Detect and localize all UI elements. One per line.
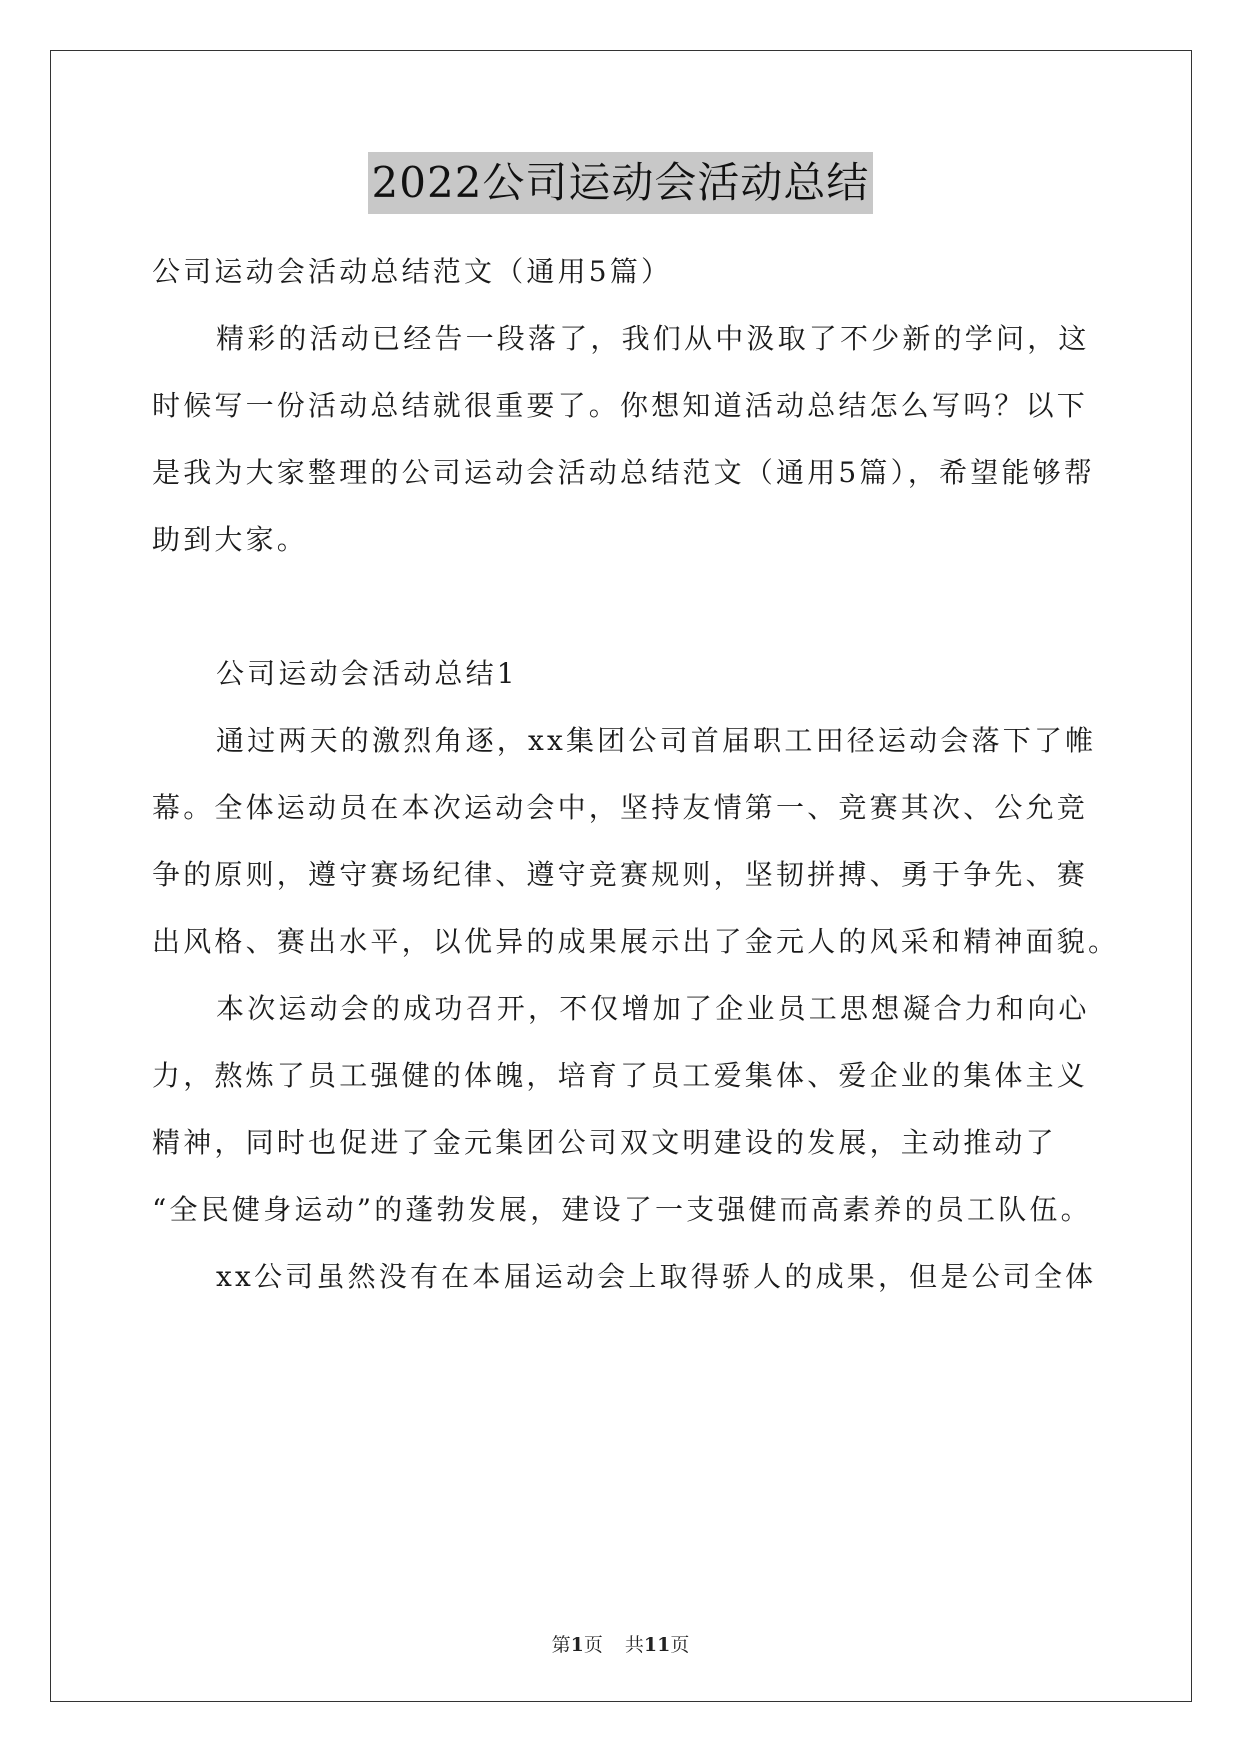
text-line: 通过两天的激烈角逐，xx集团公司首届职工田径运动会落下了帷 bbox=[216, 724, 1097, 757]
text-line: “全民健身运动”的蓬勃发展，建设了一支强健而高素养的员工队伍。 bbox=[152, 1193, 1092, 1226]
page-current: 1 bbox=[570, 1634, 584, 1656]
blank-line bbox=[152, 573, 1092, 640]
text-line: 精彩的活动已经告一段落了，我们从中汲取了不少新的学问，这 bbox=[216, 322, 1090, 355]
document-title: 2022公司运动会活动总结 bbox=[368, 152, 874, 214]
page-total: 11 bbox=[643, 1634, 671, 1656]
text-line: 幕。全体运动员在本次运动会中，坚持友情第一、竞赛其次、公允竞 bbox=[152, 791, 1089, 824]
text-line: 本次运动会的成功召开，不仅增加了企业员工思想凝合力和向心 bbox=[216, 992, 1090, 1025]
text-line: 时候写一份活动总结就很重要了。你想知道活动总结怎么写吗？以下 bbox=[152, 389, 1089, 422]
paragraph-3 bbox=[152, 1243, 1097, 1310]
text-line: xx公司虽然没有在本届运动会上取得骄人的成果，但是公司全体 bbox=[216, 1260, 1097, 1293]
paragraph-1 bbox=[152, 707, 1120, 975]
text-line: 力，熬炼了员工强健的体魄，培育了员工爱集体、爱企业的集体主义 bbox=[152, 1059, 1089, 1092]
section-heading: 公司运动会活动总结1 bbox=[216, 657, 518, 690]
page-footer bbox=[0, 1630, 1241, 1657]
page-suffix: 页 bbox=[583, 1634, 603, 1656]
text-line: 助到大家。 bbox=[152, 523, 309, 556]
text-line: 出风格、赛出水平，以优异的成果展示出了金元人的风采和精神面貌。 bbox=[152, 925, 1120, 958]
title-container bbox=[0, 152, 1241, 214]
total-suffix: 页 bbox=[670, 1634, 690, 1656]
document-body bbox=[152, 238, 1120, 1310]
total-prefix: 共 bbox=[624, 1634, 644, 1656]
text-line: 争的原则，遵守赛场纪律、遵守竞赛规则，坚韧拼搏、勇于争先、赛 bbox=[152, 858, 1089, 891]
paragraph-2 bbox=[152, 975, 1092, 1243]
text-line: 精神，同时也促进了金元集团公司双文明建设的发展，主动推动了 bbox=[152, 1126, 1057, 1159]
intro-paragraph bbox=[152, 305, 1096, 573]
document-subtitle: 公司运动会活动总结范文（通用5篇） bbox=[152, 255, 673, 288]
text-line: 是我为大家整理的公司运动会活动总结范文（通用5篇），希望能够帮 bbox=[152, 456, 1096, 489]
page-prefix: 第 bbox=[551, 1634, 571, 1656]
